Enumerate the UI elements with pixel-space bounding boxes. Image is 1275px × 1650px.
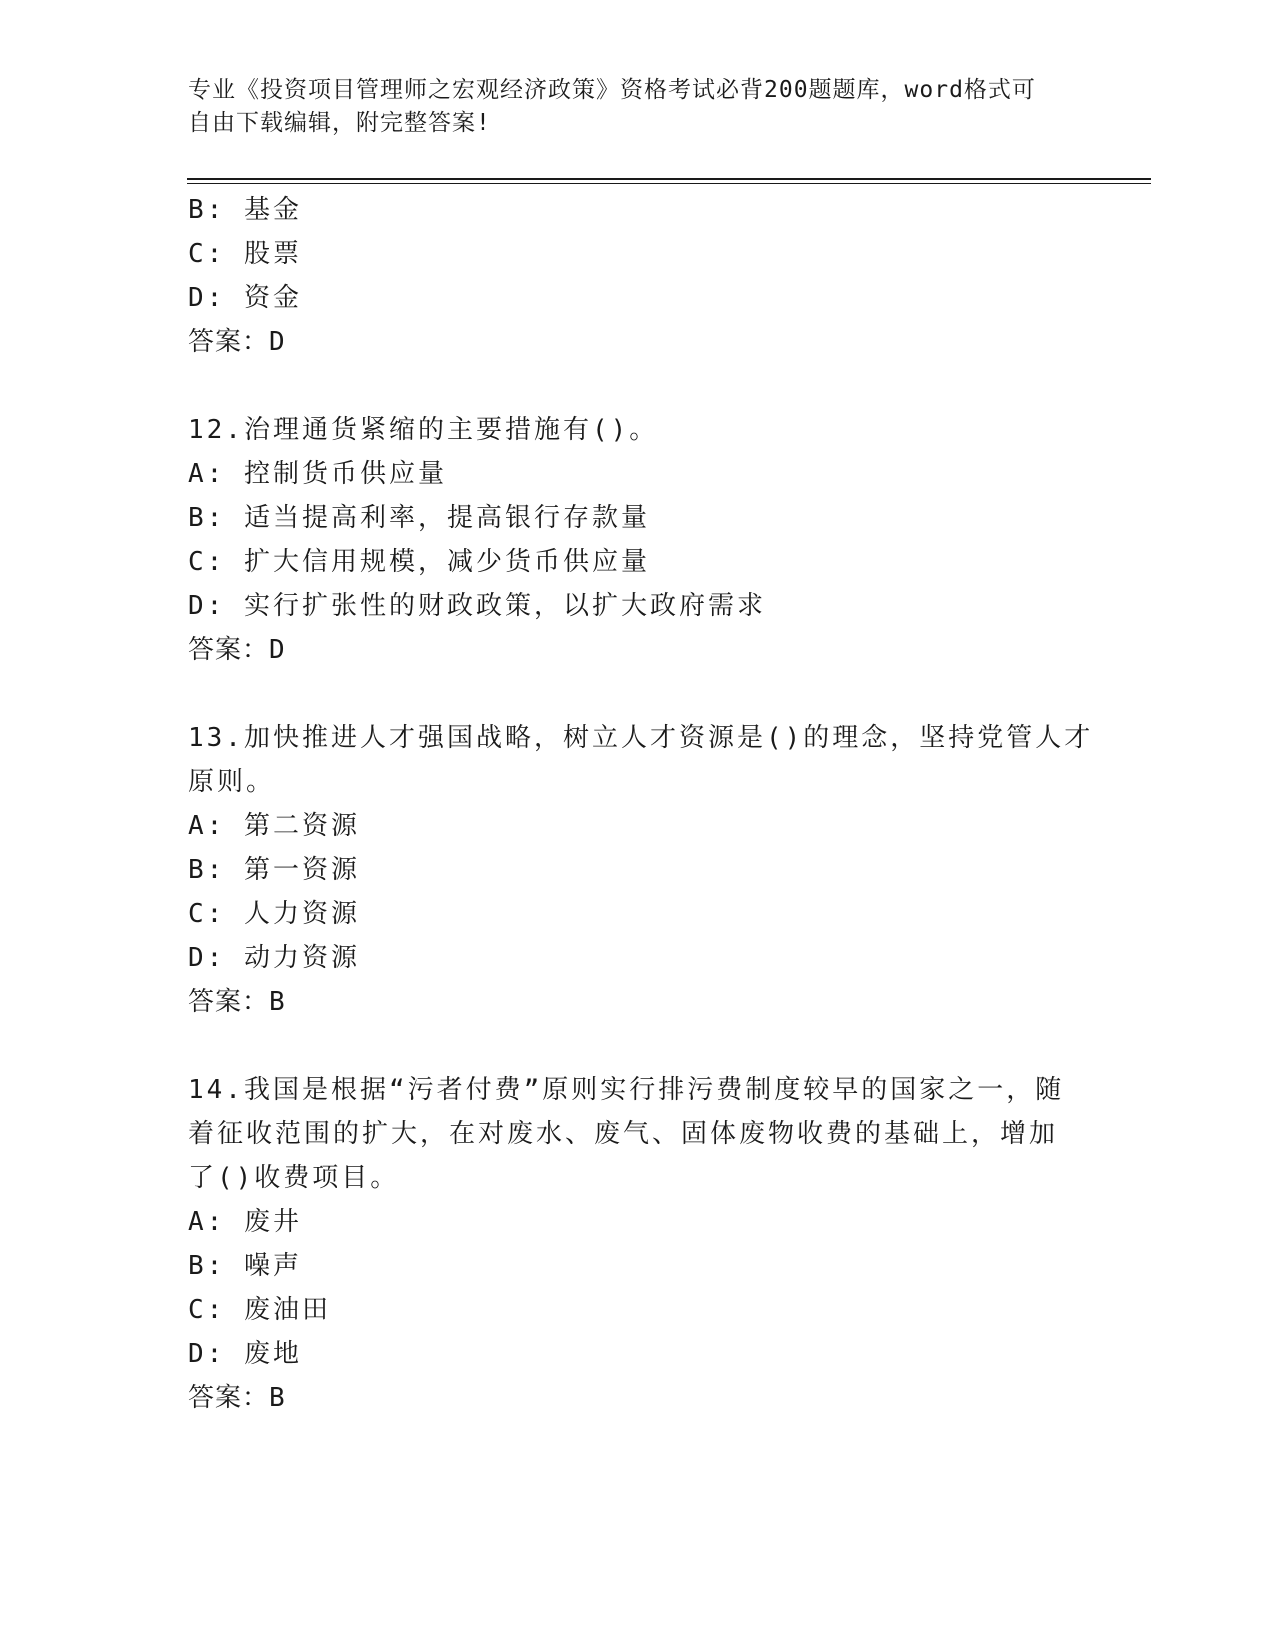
q13-option-a: A: 第二资源	[188, 811, 360, 841]
q12-option-d: D: 实行扩张性的财政政策，以扩大政府需求	[188, 591, 766, 621]
q14-stem-line-2: 着征收范围的扩大，在对废水、废气、固体废物收费的基础上，增加	[188, 1119, 1059, 1149]
q14-stem-line-3: 了()收费项目。	[188, 1163, 400, 1193]
q12-option-b: B: 适当提高利率，提高银行存款量	[188, 503, 650, 533]
q13-stem-line-1: 13.加快推进人才强国战略，树立人才资源是()的理念，坚持党管人才	[188, 723, 1094, 753]
q12-option-c: C: 扩大信用规模，减少货币供应量	[188, 547, 650, 577]
q11-option-c: C: 股票	[188, 239, 302, 269]
q14-answer: 答案：B	[188, 1383, 286, 1413]
q14-option-b: B: 噪声	[188, 1251, 302, 1281]
header-divider	[187, 178, 1151, 184]
q13-option-c: C: 人力资源	[188, 899, 360, 929]
q14-option-a: A: 废井	[188, 1207, 302, 1237]
header-line-1: 专业《投资项目管理师之宏观经济政策》资格考试必背200题题库，word格式可	[188, 77, 1036, 103]
q14-option-c: C: 废油田	[188, 1295, 331, 1325]
q12-option-a: A: 控制货币供应量	[188, 459, 447, 489]
q12-answer: 答案：D	[188, 635, 286, 665]
q11-option-d: D: 资金	[188, 283, 302, 313]
q13-option-b: B: 第一资源	[188, 855, 360, 885]
q13-stem-line-2: 原则。	[188, 767, 276, 797]
q11-answer: 答案：D	[188, 327, 286, 357]
q11-option-b: B: 基金	[188, 195, 302, 225]
header-line-2: 自由下载编辑，附完整答案!	[188, 110, 491, 136]
q14-stem-line-1: 14.我国是根据“污者付费”原则实行排污费制度较早的国家之一，随	[188, 1075, 1065, 1105]
q13-answer: 答案：B	[188, 987, 286, 1017]
document-header	[188, 74, 1068, 140]
q13-option-d: D: 动力资源	[188, 943, 360, 973]
q12-stem: 12.治理通货紧缩的主要措施有()。	[188, 415, 659, 445]
q14-option-d: D: 废地	[188, 1339, 302, 1369]
